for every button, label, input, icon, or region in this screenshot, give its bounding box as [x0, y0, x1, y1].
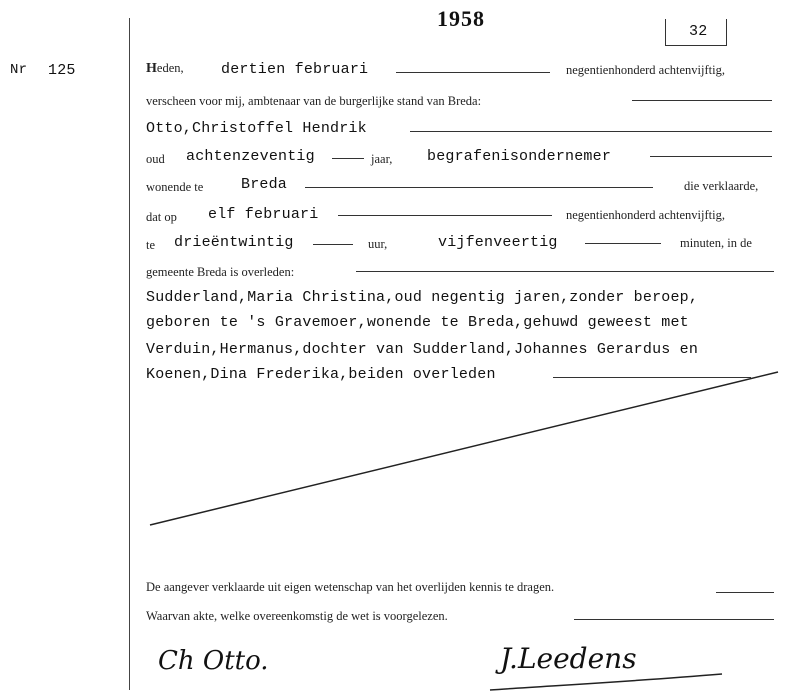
deceased-line-1: Sudderland,Maria Christina,oud negentig jaren,zonder beroep, [146, 289, 699, 306]
knowledge-statement: De aangever verklaarde uit eigen wetenschap van het overlijden kennis te dragen. [146, 580, 555, 594]
fill-line [338, 215, 552, 216]
minutes-unit: minuten, in de [680, 236, 752, 250]
fill-line [585, 243, 661, 244]
deceased-line-3: Verduin,Hermanus,dochter van Sudderland,Johannes Gerardus en [146, 341, 699, 358]
fill-line [650, 156, 772, 157]
death-minutes: vijfenveertig [438, 234, 558, 251]
fill-line [356, 271, 774, 272]
declarant-signature: Ch Otto. [158, 646, 269, 676]
page-number: 32 [689, 23, 708, 40]
margin-rule [129, 18, 130, 690]
residing-label: wonende te [146, 180, 204, 194]
appeared-text: verscheen voor mij, ambtenaar van de burgerlijke stand van Breda: [146, 94, 482, 108]
fill-line [574, 619, 774, 620]
death-prefix: dat op [146, 210, 177, 224]
fill-line [632, 100, 772, 101]
fill-line [410, 131, 772, 132]
fill-line [313, 244, 353, 245]
death-year: negentienhonderd achtenvijftig, [566, 208, 725, 222]
fill-line [716, 592, 774, 593]
declarant-name: Otto,Christoffel Hendrik [146, 120, 367, 137]
deceased-line-4: Koenen,Dina Frederika,beiden overleden [146, 366, 496, 383]
fill-line [396, 72, 550, 73]
signature-flourish [486, 668, 726, 698]
record-label: Nr [10, 62, 28, 78]
registration-date: dertien februari [221, 61, 369, 78]
page-number-box [665, 19, 727, 46]
declarant-age: achtenzeventig [186, 148, 315, 165]
declared-label: die verklaarde, [684, 179, 759, 193]
death-hour: drieëntwintig [174, 234, 294, 251]
registration-year: negentienhonderd achtenvijftig, [566, 63, 725, 77]
deceased-line-2: geboren te 's Gravemoer,wonende te Breda,gehuwd geweest met [146, 314, 689, 331]
record-year: 1958 [437, 6, 485, 31]
age-label: oud [146, 152, 165, 166]
intro-text: Heden, [146, 61, 184, 76]
cancel-line [140, 368, 780, 533]
declarant-occupation: begrafenisondernemer [427, 148, 612, 165]
hour-unit: uur, [368, 237, 388, 251]
record-number: 125 [48, 62, 76, 79]
fill-line [332, 158, 364, 159]
declarant-residence: Breda [241, 176, 288, 193]
age-unit: jaar, [371, 152, 393, 166]
municipality-text: gemeente Breda is overleden: [146, 265, 295, 279]
read-statement: Waarvan akte, welke overeenkomstig de wet is voorgelezen. [146, 609, 448, 623]
time-prefix: te [146, 238, 156, 252]
official-signature: J.Leedens [500, 642, 637, 675]
death-date: elf februari [208, 206, 319, 223]
fill-line [305, 187, 653, 188]
